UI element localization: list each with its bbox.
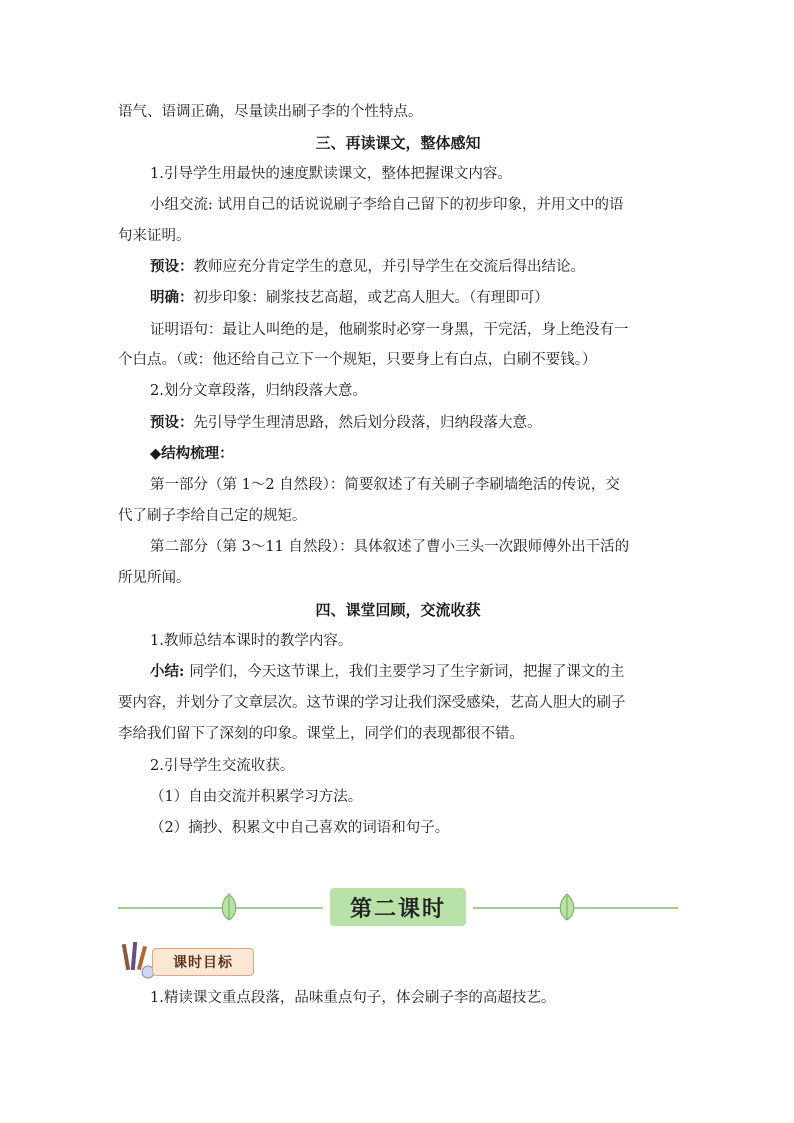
text-line: 第一部分（第 1～2 自然段）：简要叙述了有关刷子李刷墙绝活的传说，交 xyxy=(150,477,620,493)
text-line: 1.精读课文重点段落，品味重点句子，体会刷子李的高超技艺。 xyxy=(150,990,556,1006)
text-line: 代了刷子李给自己定的规矩。 xyxy=(118,508,307,524)
text-line: 第二部分（第 3～11 自然段）：具体叙述了曹小三头一次跟师傅外出干活的 xyxy=(150,539,630,555)
text-line: 李给我们留下了深刻的印象。课堂上，同学们的表现都很不错。 xyxy=(118,726,524,742)
text-line: ◆结构梳理： xyxy=(150,445,234,462)
leaf-icon xyxy=(556,892,578,922)
section-heading: 四、课堂回顾，交流收获 xyxy=(315,601,481,619)
leaf-icon xyxy=(218,892,240,922)
text-line: 预设：先引导学生理清思路，然后划分段落，归纳段落大意。 xyxy=(150,414,542,431)
text-line: 小结: 同学们，今天这节课上，我们主要学习了生字新词，把握了课文的主 xyxy=(150,663,625,680)
section-tag xyxy=(118,940,258,980)
text-line: 1.引导学生用最快的速度默读课文，整体把握课文内容。 xyxy=(150,166,512,182)
text-line: 小组交流: 试用自己的话说说刷子李给自己留下的初步印象，并用文中的语 xyxy=(150,197,624,213)
tag-label: 课时目标 xyxy=(152,948,254,976)
text-line: （2）摘抄、积累文中自己喜欢的词语和句子。 xyxy=(150,820,450,836)
text-line: 要内容，并划分了文章层次。这节课的学习让我们深受感染，艺高人胆大的刷子 xyxy=(118,695,626,711)
text-line: 预设：教师应充分肯定学生的意见，并引导学生在交流后得出结论。 xyxy=(150,258,585,275)
text-line: 明确：初步印象：刷浆技艺高超，或艺高人胆大。（有理即可） xyxy=(150,289,549,306)
text-line: 所见所闻。 xyxy=(118,570,191,586)
lesson-banner xyxy=(118,882,678,932)
section-heading: 三、再读课文，整体感知 xyxy=(315,134,481,152)
text-line: 个白点。（或：他还给自己立下一个规矩，只要身上有白点，白刷不要钱。） xyxy=(118,352,597,368)
text-line: （1）自由交流并积累学习方法。 xyxy=(150,789,363,805)
text-line: 2.划分文章段落，归纳段落大意。 xyxy=(150,383,367,399)
text-line: 证明语句：最让人叫绝的是，他刷浆时必穿一身黑，干完活，身上绝没有一 xyxy=(150,322,629,338)
text-line: 2.引导学生交流收获。 xyxy=(150,758,295,774)
banner-title: 第二课时 xyxy=(330,888,466,926)
text-line: 1.教师总结本课时的教学内容。 xyxy=(150,633,353,649)
text-line: 句来证明。 xyxy=(118,228,191,244)
text-line: 语气、语调正确，尽量读出刷子李的个性特点。 xyxy=(118,104,423,120)
